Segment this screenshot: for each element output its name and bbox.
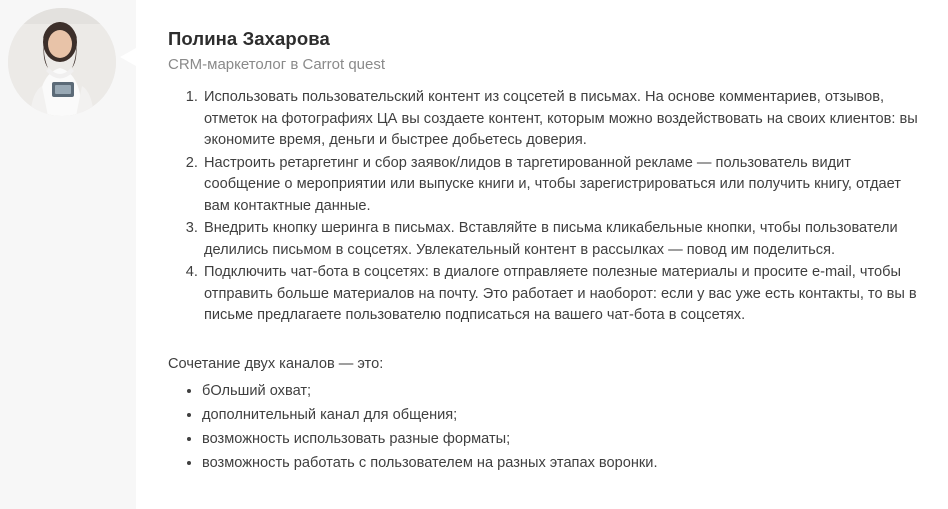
closing-text: Сочетание двух каналов — это:: [168, 355, 384, 372]
list-item: 4. Подключить чат-бота в соцсетях: в диалоге отправляете полезные материалы и просите e-mail, чтобы отправить больше материалов на почту. Это работает и наоборот: если у вас уже есть контакты, то вы в письме предлагаете пользователю подписаться на вашего чат-бота в соцсетях.: [202, 262, 920, 327]
list-item: 1. Использовать пользовательский контент из соцсетей в письмах. На основе комментариев, отзывов, отметок на фотографиях ЦА вы создаете контент, которым можно воздействовать на своих клиентов: вы экономите время, деньги и быстрее добьетесь доверия.: [202, 87, 920, 152]
quote-content: [136, 0, 948, 509]
speech-bubble-tail: [120, 48, 136, 66]
list-item: 2. Настроить ретаргетинг и сбор заявок/лидов в таргетированной рекламе — пользователь видит сообщение о мероприятии или выпуске книги и, чтобы зарегистрироваться или получить книгу, отдает вам контактные данные.: [202, 153, 920, 218]
person-photo-avatar-icon: [8, 8, 116, 116]
numbered-list: [168, 87, 920, 327]
list-item: 3. Внедрить кнопку шеринга в письмах. Вставляйте в письма кликабельные кнопки, чтобы пользователи делились письмом в соцсетях. Увлекательный контент в рассылках — повод им поделиться.: [202, 218, 920, 261]
bullet-list: [168, 379, 920, 475]
spacer: [168, 328, 920, 354]
list-item: • возможность работать с пользователем на разных этапах воронки.: [202, 451, 920, 475]
author-name: Полина Захарова: [168, 28, 330, 49]
avatar: [8, 8, 116, 116]
list-item: • бОльший охват;: [202, 379, 920, 403]
list-item: • дополнительный канал для общения;: [202, 403, 920, 427]
author-role: CRM-маркетолог в Carrot quest: [168, 56, 386, 73]
list-item: • возможность использовать разные форматы;: [202, 427, 920, 451]
avatar-column: [8, 8, 118, 118]
